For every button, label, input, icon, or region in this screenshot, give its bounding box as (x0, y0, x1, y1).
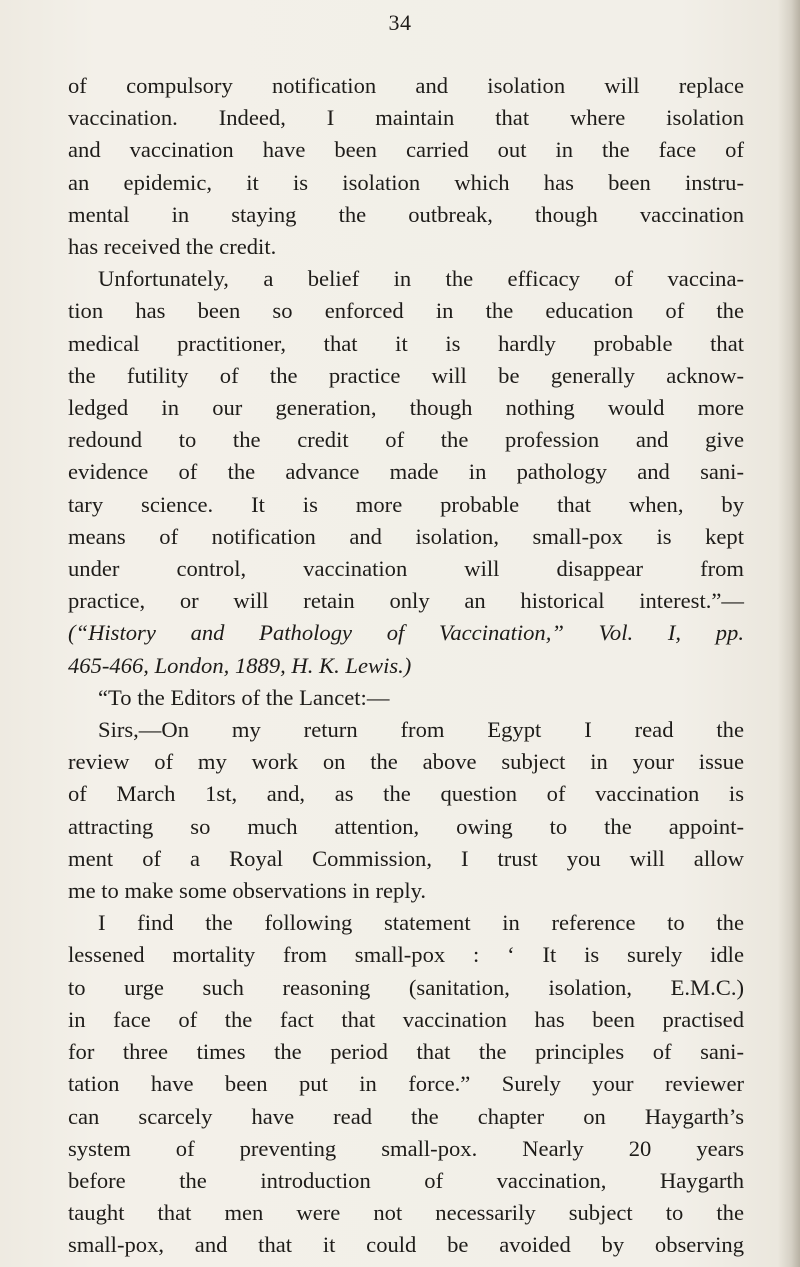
text-line: to urge such reasoning (sanitation, isolation, E.M.C.) (68, 974, 744, 1000)
text-line: ment of a Royal Commission, I trust you will allow (68, 845, 744, 871)
text-line: ledged in our generation, though nothing would more (68, 395, 744, 421)
text-line: tary science. It is more probable that when, by (68, 491, 744, 517)
text-line: for three times the period that the principles of sani- (68, 1039, 744, 1065)
text-line: attracting so much attention, owing to the appoint- (68, 813, 744, 839)
text-line: practice, or will retain only an historical interest.”— (68, 588, 744, 614)
text-line-salutation: “To the Editors of the Lancet:— (98, 684, 390, 710)
text-line: and vaccination have been carried out in the face of (68, 137, 744, 163)
text-line: means of notification and isolation, small-pox is kept (68, 523, 744, 549)
text-line: the futility of the practice will be generally acknow- (68, 362, 744, 388)
text-line: vaccination. Indeed, I maintain that where isolation (68, 105, 744, 131)
text-line: tation have been put in force.” Surely your reviewer (68, 1071, 744, 1097)
text-line: review of my work on the above subject in your issue (68, 749, 744, 775)
text-line: before the introduction of vaccination, Haygarth (68, 1167, 744, 1193)
text-line: I find the following statement in reference to the (98, 910, 744, 936)
text-line: in face of the fact that vaccination has been practised (68, 1006, 744, 1032)
text-line-citation: (“History and Pathology of Vaccination,” Vol. I, pp. (68, 620, 744, 646)
text-line: under control, vaccination will disappear from (68, 556, 744, 582)
page-edge-shadow (778, 0, 800, 1267)
text-line-citation: 465-466, London, 1889, H. K. Lewis.) (68, 652, 412, 678)
text-line: redound to the credit of the profession and give (68, 427, 744, 453)
text-line: Sirs,—On my return from Egypt I read the (98, 717, 744, 743)
text-line: me to make some observations in reply. (68, 878, 427, 904)
body-text (68, 70, 744, 1262)
text-line: mental in staying the outbreak, though vaccination (68, 201, 744, 227)
text-line: system of preventing small-pox. Nearly 20 years (68, 1135, 744, 1161)
text-line: can scarcely have read the chapter on Haygarth’s (68, 1103, 744, 1129)
text-line: an epidemic, it is isolation which has been instru- (68, 169, 744, 195)
text-line: medical practitioner, that it is hardly probable that (68, 330, 744, 356)
text-line: of compulsory notification and isolation will replace (68, 73, 744, 98)
text-line: evidence of the advance made in pathology and sani- (68, 459, 744, 485)
page-number: 34 (388, 10, 412, 35)
text-line: Unfortunately, a belief in the efficacy of vaccina- (98, 266, 744, 292)
text-line: of March 1st, and, as the question of vaccination is (68, 781, 744, 807)
text-line: has received the credit. (68, 234, 277, 260)
text-line: tion has been so enforced in the education of the (68, 298, 744, 324)
text-line: taught that men were not necessarily subject to the (68, 1200, 744, 1226)
text-line: small-pox, and that it could be avoided by observing (68, 1232, 744, 1258)
text-line: lessened mortality from small-pox : ‘ It is surely idle (68, 942, 744, 968)
